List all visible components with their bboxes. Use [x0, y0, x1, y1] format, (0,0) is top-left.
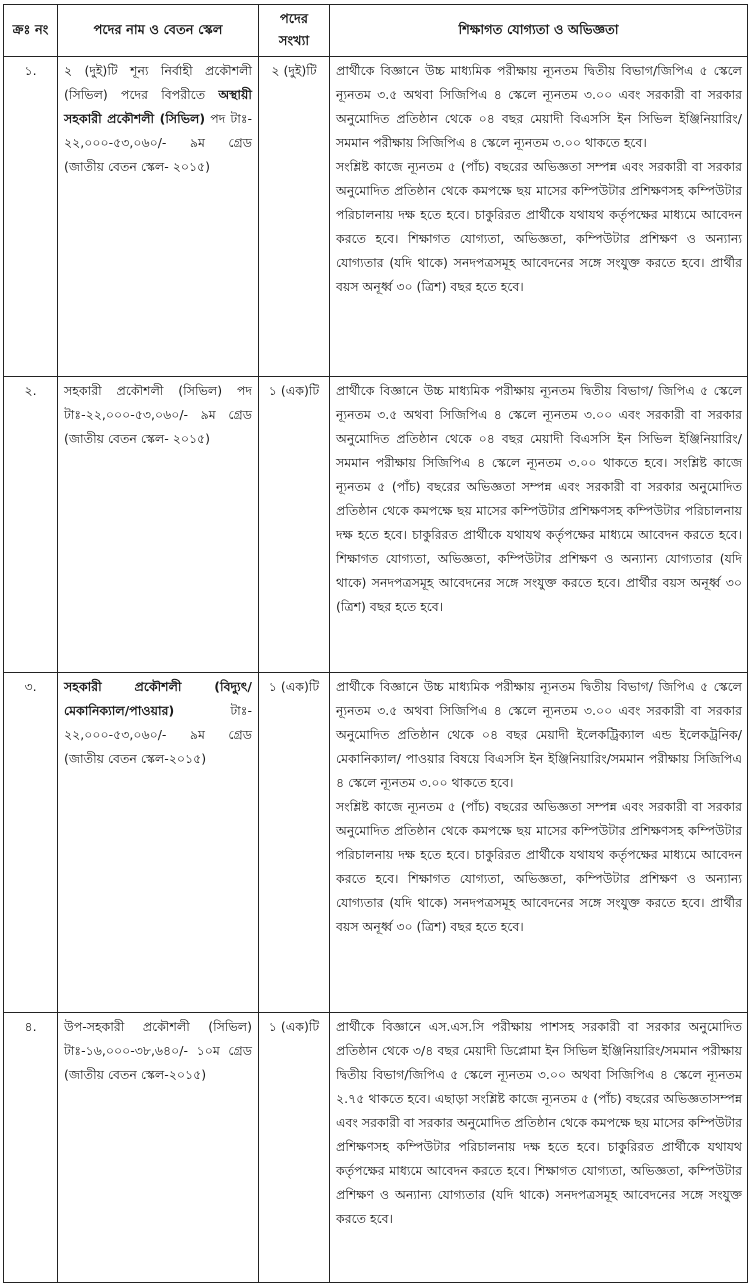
qualification-paragraph: প্রার্থীকে বিজ্ঞানে এস.এস.সি পরীক্ষায় পাশসহ সরকারী বা সরকার অনুমোদিত প্রতিষ্ঠান থেকে ৩/৪ বছর মেয়াদী ডিপ্লোমা ইন সিভিল ইঞ্জিনিয়ারিং/সমমান পরীক্ষায় দ্বিতীয় বিভাগ/জিপিএ ৫ স্কেলে ন্যূনতম ৩.০০ অথবা সিজিপিএ ৪ স্কেলে ন্যূনতম ২.৭৫ থাকতে হবে। এছাড়া সংশ্লিষ্ট কাজে ন্যূনতম ৫ (পাঁচ) বছরের অভিজ্ঞতাসম্পন্ন এবং সরকারী বা সরকার অনুমোদিত প্রতিষ্ঠান থেকে কমপক্ষে ছয় মাসের কম্পিউটার প্রশিক্ষণসহ কম্পিউটার পরিচালনায় দক্ষ হতে হবে। চাকুরিরত প্রার্থীকে যথাযথ কর্তৃপক্ষের মাধ্যমে আবেদন করতে হবে। শিক্ষাগত যোগ্যতা, অভিজ্ঞতা, কম্পিউটার প্রশিক্ষণ ও অন্যান্য যোগ্যতার (যদি থাকে) সনদপত্রসমূহ আবেদনের সঙ্গে সংযুক্ত করতে হবে।: [336, 1019, 742, 1226]
row-post: [58, 1013, 259, 1283]
row-serial: ৩.: [4, 673, 58, 1013]
row-qualification: [330, 57, 748, 377]
header-serial: ক্রঃ নং: [4, 5, 58, 57]
post-text: ২ (দুই)টি শূন্য নির্বাহী প্রকৌশলী (সিভিল) পদের বিপরীতে: [64, 63, 252, 102]
table-row: [4, 673, 748, 1013]
row-serial: ৪.: [4, 1013, 58, 1283]
post-text: সহকারী প্রকৌশলী (সিভিল) পদ টাঃ-২২,০০০-৫৩,০৬০/- ৯ম গ্রেড (জাতীয় বেতন স্কেল- ২০১৫): [64, 383, 252, 446]
header-post: পদের নাম ও বেতন স্কেল: [58, 5, 259, 57]
row-post: [58, 57, 259, 377]
row-post: [58, 377, 259, 673]
header-count: পদের সংখ্যা: [259, 5, 330, 57]
row-count: ১ (এক)টি: [259, 1013, 330, 1283]
experience-paragraph: সংশ্লিষ্ট কাজে ন্যূনতম ৫ (পাঁচ) বছরের অভিজ্ঞতা সম্পন্ন এবং সরকারী বা সরকার অনুমোদিত প্রতিষ্ঠান থেকে কমপক্ষে ছয় মাসের কম্পিউটার প্রশিক্ষণসহ কম্পিউটার পরিচালনায় দক্ষ হতে হবে। চাকুরিরত প্রার্থীকে যথাযথ কর্তৃপক্ষের মাধ্যমে আবেদন করতে হবে। শিক্ষাগত যোগ্যতা, অভিজ্ঞতা, কম্পিউটার প্রশিক্ষণ ও অন্যান্য যোগ্যতার (যদি থাকে) সনদপত্রসমূহ আবেদনের সঙ্গে সংযুক্ত করতে হবে। প্রার্থীর বয়স অনূর্ধ্ব ৩০ (ত্রিশ) বছর হতে হবে।: [336, 799, 742, 934]
row-qualification: [330, 377, 748, 673]
qualification-paragraph: প্রার্থীকে বিজ্ঞানে উচ্চ মাধ্যমিক পরীক্ষায় ন্যূনতম দ্বিতীয় বিভাগ/ জিপিএ ৫ স্কেলে ন্যূনতম ৩.৫ অথবা সিজিপিএ ৪ স্কেলে ন্যূনতম ৩.০০ এবং সরকারী বা সরকার অনুমোদিত প্রতিষ্ঠান থেকে ০৪ বছর মেয়াদী ইলেকট্রিক্যাল এন্ড ইলেকট্রনিক/মেকানিক্যাল/ পাওয়ার বিষয়ে বিএসসি ইন ইঞ্জিনিয়ারিং/সমমান পরীক্ষায় সিজিপিএ ৪ স্কেলে ন্যূনতম ৩.০০ থাকতে হবে।: [336, 679, 742, 790]
table-row: [4, 57, 748, 377]
row-serial: ২.: [4, 377, 58, 673]
post-pay-scale: পদ টাঃ- ২২,০০০-৫৩,০৬০/- ৯ম গ্রেড (জাতীয় বেতন স্কেল- ২০১৫): [64, 111, 252, 174]
row-qualification: [330, 1013, 748, 1283]
table-row: [4, 1013, 748, 1283]
qualification-paragraph: প্রার্থীকে বিজ্ঞানে উচ্চ মাধ্যমিক পরীক্ষায় ন্যূনতম দ্বিতীয় বিভাগ/ জিপিএ ৫ স্কেলে ন্যূনতম ৩.৫ অথবা সিজিপিএ ৪ স্কেলে ন্যূনতম ৩.০০ এবং সরকারী বা সরকার অনুমোদিত প্রতিষ্ঠান থেকে ০৪ বছর মেয়াদী বিএসসি ইন সিভিল ইঞ্জিনিয়ারিং/সমমান পরীক্ষায় সিজিপিএ ৪ স্কেলে ন্যূনতম ৩.০০ থাকতে হবে। সংশ্লিষ্ট কাজে ন্যূনতম ৫ (পাঁচ) বছরের অভিজ্ঞতা সম্পন্ন এবং সরকারী বা সরকার অনুমোদিত প্রতিষ্ঠান থেকে কমপক্ষে ছয় মাসের কম্পিউটার প্রশিক্ষণসহ কম্পিউটার পরিচালনায় দক্ষ হতে হবে। চাকুরিরত প্রার্থীকে যথাযথ কর্তৃপক্ষের মাধ্যমে আবেদন করতে হবে। শিক্ষাগত যোগ্যতা, অভিজ্ঞতা, কম্পিউটার প্রশিক্ষণ ও অন্যান্য যোগ্যতার (যদি থাকে) সনদপত্রসমূহ আবেদনের সঙ্গে সংযুক্ত করতে হবে। প্রার্থীর বয়স অনূর্ধ্ব ৩০ (ত্রিশ) বছর হতে হবে।: [336, 383, 742, 614]
row-qualification: [330, 673, 748, 1013]
experience-paragraph: সংশ্লিষ্ট কাজে ন্যূনতম ৫ (পাঁচ) বছরের অভিজ্ঞতা সম্পন্ন এবং সরকারী বা সরকার অনুমোদিত প্রতিষ্ঠান থেকে কমপক্ষে ছয় মাসের কম্পিউটার প্রশিক্ষণসহ কম্পিউটার পরিচালনায় দক্ষ হতে হবে। চাকুরিরত প্রার্থীকে যথাযথ কর্তৃপক্ষের মাধ্যমে আবেদন করতে হবে। শিক্ষাগত যোগ্যতা, অভিজ্ঞতা, কম্পিউটার প্রশিক্ষণ ও অন্যান্য যোগ্যতার (যদি থাকে) সনদপত্রসমূহ আবেদনের সঙ্গে সংযুক্ত করতে হবে। প্রার্থীর বয়স অনূর্ধ্ব ৩০ (ত্রিশ) বছর হতে হবে।: [336, 159, 742, 294]
job-requirements-table: [3, 4, 748, 1283]
table-header-row: [4, 5, 748, 57]
header-qualification: শিক্ষাগত যোগ্যতা ও অভিজ্ঞতা: [330, 5, 748, 57]
qualification-paragraph: প্রার্থীকে বিজ্ঞানে উচ্চ মাধ্যমিক পরীক্ষায় ন্যূনতম দ্বিতীয় বিভাগ/জিপিএ ৫ স্কেলে ন্যূনতম ৩.৫ অথবা সিজিপিএ ৪ স্কেলে ন্যূনতম ৩.০০ এবং সরকারী বা সরকার অনুমোদিত প্রতিষ্ঠান থেকে ০৪ বছর মেয়াদী বিএসসি ইন সিভিল ইঞ্জিনিয়ারিং/সমমান পরীক্ষায় সিজিপিএ ৪ স্কেলে ন্যূনতম ৩.০০ থাকতে হবে।: [336, 63, 742, 150]
post-title: অস্থায়ী সহকারী প্রকৌশলী (সিভিল): [64, 87, 252, 126]
post-text: উপ-সহকারী প্রকৌশলী (সিভিল) টাঃ-১৬,০০০-৩৮,৬৪০/- ১০ম গ্রেড (জাতীয় বেতন স্কেল-২০১৫): [64, 1019, 252, 1082]
row-serial: ১.: [4, 57, 58, 377]
table-row: [4, 377, 748, 673]
row-post: [58, 673, 259, 1013]
row-count: ১ (এক)টি: [259, 377, 330, 673]
post-pay-scale: টাঃ- ২২,০০০-৫৩,০৬০/- ৯ম গ্রেড (জাতীয় বেতন স্কেল-২০১৫): [64, 703, 252, 766]
post-title: সহকারী প্রকৌশলী (বিদ্যুৎ/ মেকানিক্যাল/পাওয়ার): [64, 679, 252, 718]
row-count: ১ (এক)টি: [259, 673, 330, 1013]
row-count: ২ (দুই)টি: [259, 57, 330, 377]
